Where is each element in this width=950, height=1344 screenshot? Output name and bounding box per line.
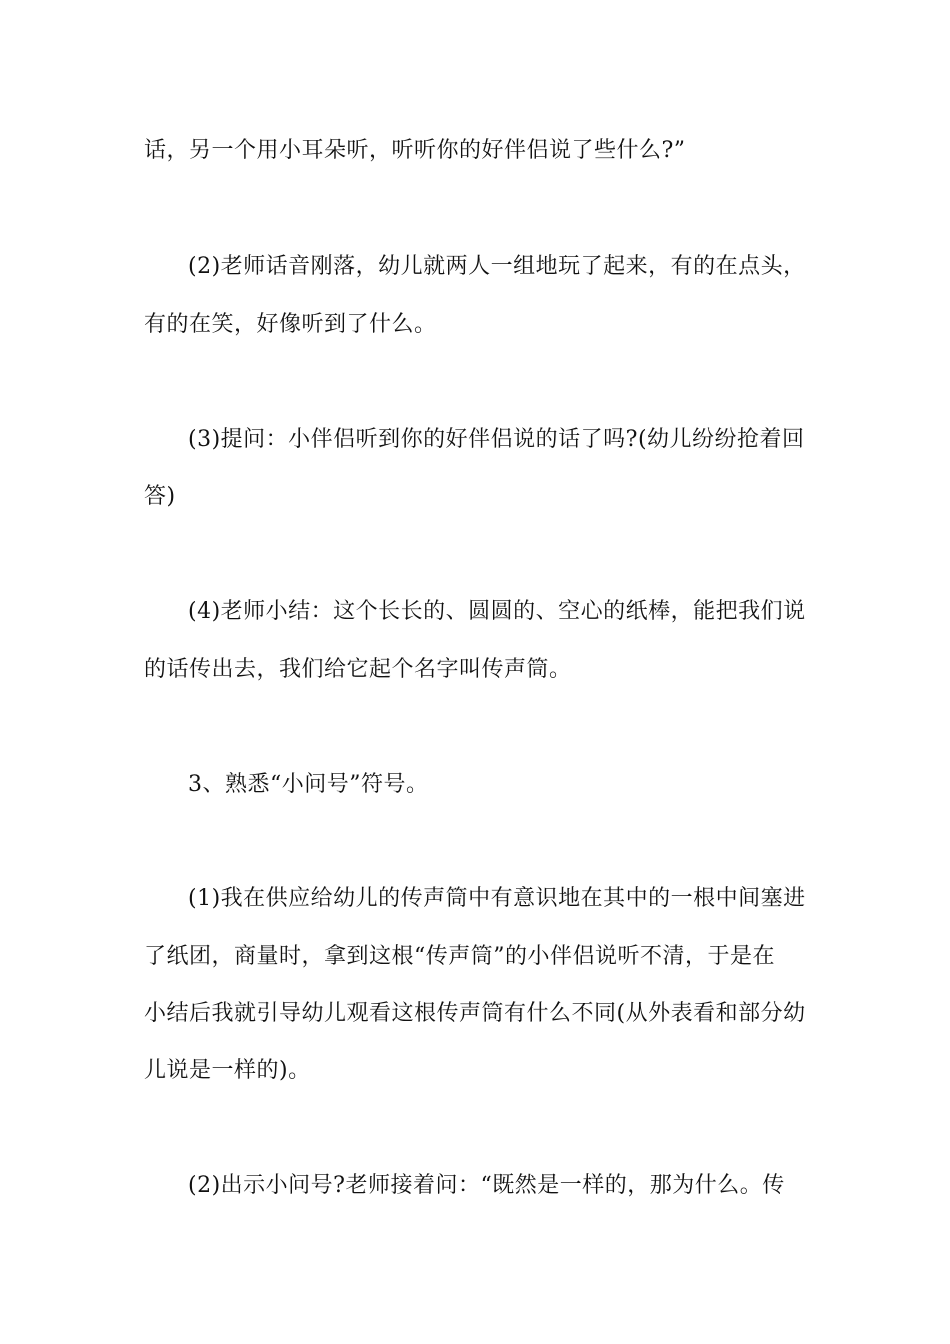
paragraph-line: 答) [144,484,176,509]
section-heading: 3、熟悉“小问号”符号。 [188,772,429,797]
paragraph-line: (1)我在供应给幼儿的传声筒中有意识地在其中的一根中间塞进 [188,886,806,911]
paragraph-line: (3)提问：小伴侣听到你的好伴侣说的话了吗?(幼儿纷纷抢着回 [188,427,805,452]
paragraph-line: (2)出示小问号?老师接着问：“既然是一样的，那为什么。传 [188,1173,785,1198]
paragraph-line: (2)老师话音刚落，幼儿就两人一组地玩了起来，有的在点头， [188,254,806,279]
paragraph-line: 的话传出去，我们给它起个名字叫传声筒。 [144,657,572,682]
paragraph-line: 有的在笑，好像听到了什么。 [144,312,437,337]
paragraph-line: 儿说是一样的)。 [144,1058,311,1083]
paragraph-line: (4)老师小结：这个长长的、圆圆的、空心的纸棒，能把我们说 [188,599,806,624]
paragraph-line: 了纸团，商量时，拿到这根“传声筒”的小伴侣说听不清，于是在 [144,944,775,969]
paragraph-line: 小结后我就引导幼儿观看这根传声筒有什么不同(从外表看和部分幼 [144,1001,806,1026]
paragraph-line: 话，另一个用小耳朵听，听听你的好伴侣说了些什么?” [144,138,686,163]
